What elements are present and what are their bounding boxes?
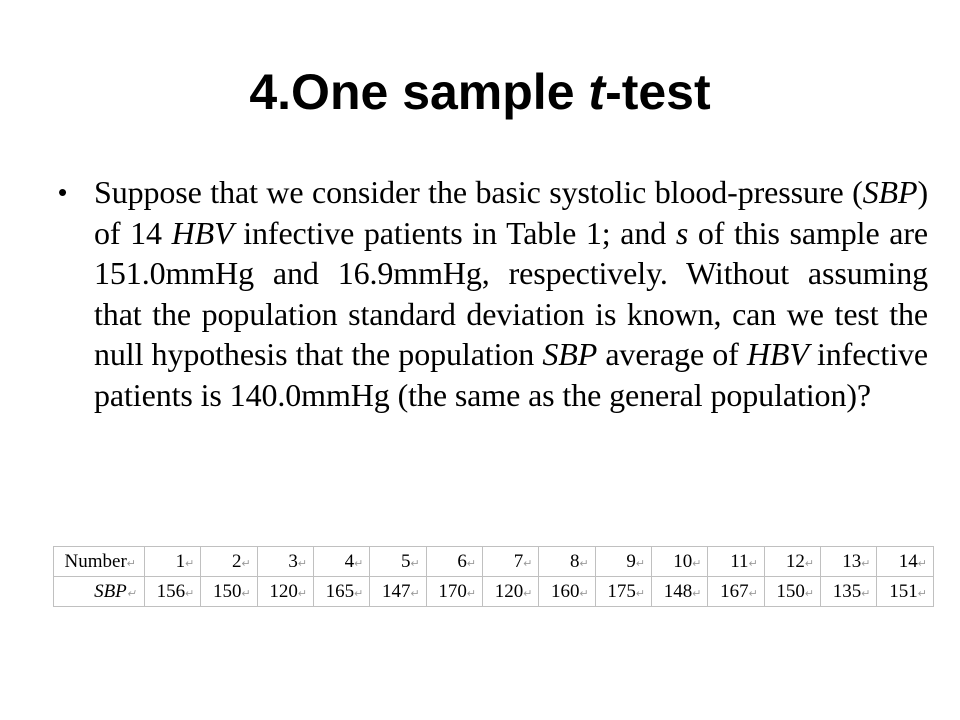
number-cell-13: [821, 547, 877, 577]
sbp-cell-value: 160: [551, 580, 580, 602]
sbp-cell-value: 170: [438, 580, 467, 602]
number-cell-6: [426, 547, 482, 577]
paragraph-mark-icon: ↵: [297, 557, 308, 570]
paragraph-mark-icon: ↵: [354, 557, 364, 570]
paragraph-mark-icon: ↵: [861, 587, 871, 600]
number-cell-7: [483, 547, 539, 577]
paragraph-mark-icon: ↵: [410, 557, 420, 570]
paragraph-mark-icon: ↵: [126, 557, 136, 570]
paragraph-mark-icon: ↵: [523, 587, 533, 600]
sbp-cell-value: 151: [889, 580, 918, 602]
sbp-cell-value: 150: [212, 580, 242, 602]
sbp-cell-5: [370, 577, 426, 607]
paragraph-mark-icon: ↵: [410, 587, 420, 600]
number-cell-value: 12: [785, 550, 805, 572]
italic-term: HBV: [746, 336, 809, 372]
number-cell-8: [539, 547, 595, 577]
italic-term: SBP: [542, 336, 598, 372]
number-cell-14: [877, 547, 934, 577]
number-cell-9: [595, 547, 651, 577]
paragraph-mark-icon: ↵: [692, 557, 702, 570]
sbp-cell-3: [257, 577, 313, 607]
sbp-data-table: [53, 546, 934, 607]
paragraph-text: average of: [597, 336, 747, 372]
number-cell-value: 2: [231, 550, 242, 572]
italic-term: HBV: [171, 214, 234, 251]
sbp-cell-value: 120: [269, 580, 298, 602]
number-cell-value: 13: [842, 550, 862, 572]
sbp-cell-value: 165: [325, 580, 355, 602]
paragraph-mark-icon: ↵: [692, 587, 702, 600]
title-italic-t: t: [588, 64, 606, 120]
paragraph-mark-icon: ↵: [748, 587, 758, 600]
title-suffix: -test: [605, 64, 711, 120]
sbp-cell-6: [426, 577, 482, 607]
number-cell-5: [370, 547, 426, 577]
paragraph-mark-icon: ↵: [297, 587, 308, 600]
bullet-point: [58, 172, 928, 415]
paragraph-text: of this sample are 151.0mmHg and 16.9mmHg, respectively. Without assuming that the population standard deviation is known, can we test the null hypothesis that the population: [94, 214, 928, 372]
sbp-cell-12: [764, 577, 820, 607]
number-cell-value: 4: [344, 550, 355, 572]
paragraph-mark-icon: ↵: [354, 587, 364, 600]
number-cell-2: [201, 547, 257, 577]
paragraph-mark-icon: ↵: [579, 557, 589, 570]
number-cell-value: 14: [898, 550, 918, 572]
row-header-sbp: [54, 577, 145, 607]
number-cell-value: 9: [626, 550, 636, 572]
number-cell-value: 5: [401, 550, 411, 572]
paragraph-mark-icon: ↵: [635, 557, 646, 570]
sbp-cell-7: [483, 577, 539, 607]
row-header-sbp-label: SBP: [94, 580, 127, 602]
sbp-cell-value: 150: [776, 580, 805, 602]
number-cell-value: 3: [288, 550, 298, 572]
sbp-cell-1: [145, 577, 201, 607]
number-cell-10: [652, 547, 708, 577]
number-cell-value: 8: [570, 550, 580, 572]
paragraph-mark-icon: ↵: [748, 557, 758, 570]
sbp-cell-value: 175: [607, 580, 636, 602]
paragraph-mark-icon: ↵: [466, 587, 477, 600]
paragraph-mark-icon: ↵: [185, 557, 195, 570]
table-row-number: [54, 547, 934, 577]
number-cell-4: [314, 547, 370, 577]
paragraph-mark-icon: ↵: [185, 587, 195, 600]
sbp-cell-2: [201, 577, 257, 607]
sbp-cell-9: [595, 577, 651, 607]
paragraph-mark-icon: ↵: [241, 557, 251, 570]
paragraph-mark-icon: ↵: [126, 587, 136, 600]
italic-term: SBP: [862, 174, 918, 210]
paragraph-mark-icon: ↵: [579, 587, 589, 600]
slide-title: [0, 62, 960, 122]
bullet-icon: •: [58, 177, 68, 207]
problem-paragraph: [94, 172, 928, 415]
paragraph-mark-icon: ↵: [466, 557, 477, 570]
paragraph-mark-icon: ↵: [635, 587, 646, 600]
paragraph-text: ) of 14: [94, 174, 928, 251]
paragraph-mark-icon: ↵: [523, 557, 533, 570]
paragraph-text: infective patients in Table 1; and: [233, 214, 676, 251]
number-cell-value: 10: [673, 550, 693, 572]
title-prefix: 4.One sample: [249, 64, 589, 120]
sbp-cell-8: [539, 577, 595, 607]
sbp-cell-value: 156: [156, 580, 186, 602]
sbp-cell-13: [821, 577, 877, 607]
number-cell-value: 7: [513, 550, 524, 572]
sbp-cell-value: 135: [832, 580, 862, 602]
paragraph-mark-icon: ↵: [804, 557, 815, 570]
row-header-number-label: Number: [64, 550, 127, 572]
number-cell-value: 6: [457, 550, 467, 572]
paragraph-mark-icon: ↵: [917, 587, 927, 600]
number-cell-value: 11: [730, 550, 749, 572]
paragraph-mark-icon: ↵: [861, 557, 871, 570]
sbp-cell-value: 120: [494, 580, 524, 602]
number-cell-3: [257, 547, 313, 577]
paragraph-mark-icon: ↵: [804, 587, 815, 600]
sbp-cell-14: [877, 577, 934, 607]
sbp-cell-value: 167: [720, 580, 749, 602]
number-cell-1: [145, 547, 201, 577]
sbp-cell-value: 147: [382, 580, 411, 602]
number-cell-11: [708, 547, 764, 577]
row-header-number: [54, 547, 145, 577]
paragraph-mark-icon: ↵: [241, 587, 251, 600]
sbp-cell-value: 148: [663, 580, 693, 602]
number-cell-value: 1: [175, 550, 186, 572]
paragraph-mark-icon: ↵: [917, 557, 927, 570]
sbp-cell-10: [652, 577, 708, 607]
paragraph-text: infective patients is 140.0mmHg (the same as the general population)?: [94, 336, 928, 413]
sbp-cell-4: [314, 577, 370, 607]
number-cell-12: [764, 547, 820, 577]
paragraph-text: Suppose that we consider the basic systolic blood-pressure (: [94, 174, 863, 210]
table-row-sbp: [54, 577, 934, 607]
sbp-cell-11: [708, 577, 764, 607]
italic-term: s: [675, 214, 689, 251]
